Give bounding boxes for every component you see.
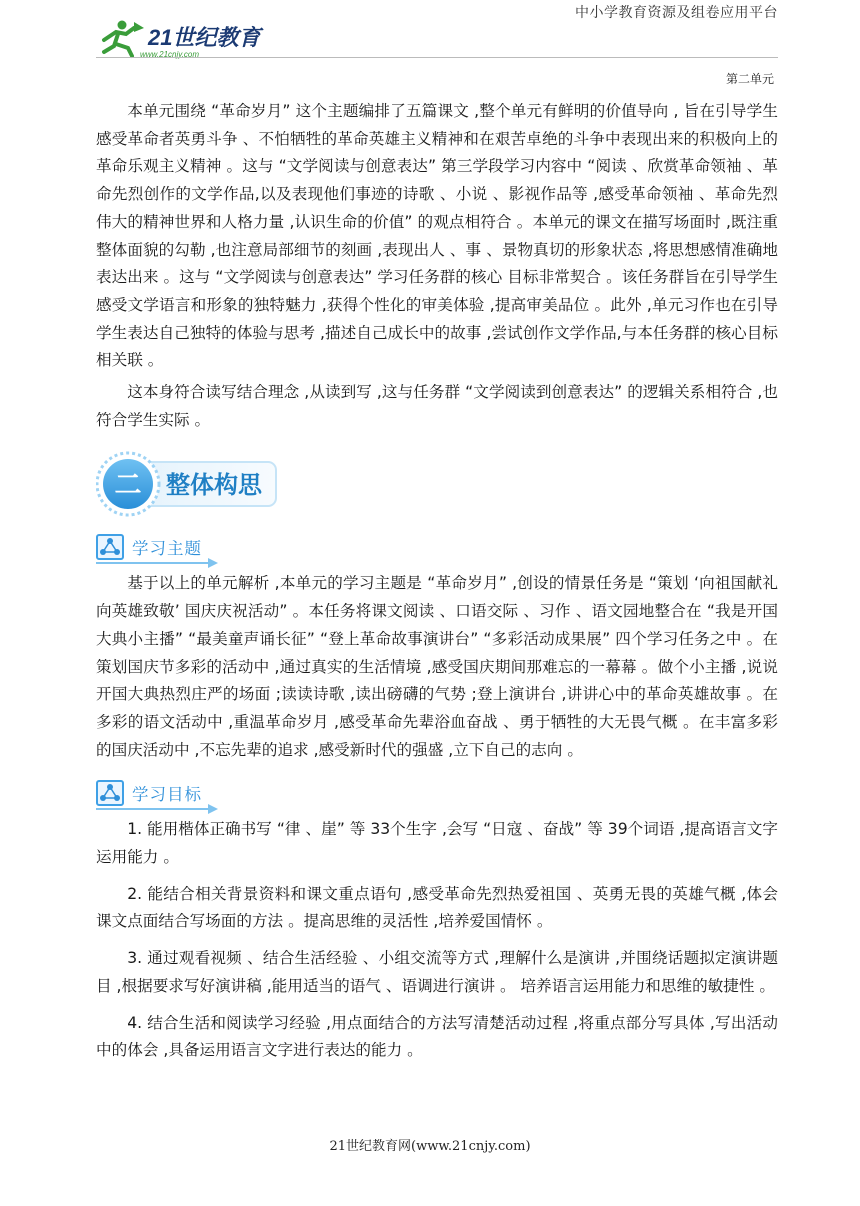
theme-paragraph: 基于以上的单元解析 ,本单元的学习主题是 “革命岁月” ,创设的情景任务是 “策划 ‘向祖国献礼 向英雄致敬’ 国庆庆祝活动” 。本任务将课文阅读 、口语交际 、习作 、语文园地整合在 “我是开国大典小主播” “最美童声诵长征” “登上革命故事演讲台” “多彩活动成果展” 四个学习任务之中 。在策划国庆节多彩的活动中 ,通过真实的生活情境 ,感受国庆期间那难忘的一幕幕 。做个小主播 ,说说开国大典热烈庄严的场面 ;读读诗歌 ,读出磅礴的气势 ;登上演讲台 ,讲讲心中的革命英雄故事 。在多彩的语文活动中 ,重温革命岁月 ,感受革命先辈浴血奋战 、勇于牺牲的大无畏气概 。在丰富多彩的国庆活动中 ,不忘先辈的追求 ,感受新时代的强盛 ,立下自己的志向 。 [96,574,794,759]
arrow-right-icon [208,558,218,568]
theme-heading: 学习主题 [132,539,202,559]
site-logo[interactable] [96,18,266,60]
section-title: 整体构思 [166,471,262,500]
goals-heading: 学习目标 [132,785,202,805]
network-icon [96,534,124,560]
section-banner [96,450,778,518]
document-body [96,98,794,1074]
arrow-right-icon [208,804,218,814]
logo-text: 21世纪教育 [148,25,261,50]
intro-paragraph-2: 这本身符合读写结合理念 ,从读到写 ,这与任务群 “文学阅读到创意表达” 的逻辑关系相符合 ,也符合学生实际 。 [96,383,778,429]
platform-title: 中小学教育资源及组卷应用平台 [575,5,778,21]
goal-item-3: 3. 通过观看视频 、结合生活经验 、小组交流等方式 ,理解什么是演讲 ,并围绕话题拟定演讲题目 ,根据要求写好演讲稿 ,能用适当的语气 、语调进行演讲 。 培养语言运用能力和思维的敏捷性 。 [96,949,778,995]
network-icon [96,780,124,806]
section-number: 二 [114,470,142,502]
goals-heading-block [96,778,778,810]
footer-site: 21世纪教育网(www.21cnjy.com) [329,1139,531,1154]
goal-item-1: 1. 能用楷体正确书写 “律 、崖” 等 33个生字 ,会写 “日寇 、奋战” 等 39个词语 ,提高语言文字运用能力 。 [96,820,778,867]
heading-underline [96,562,216,564]
unit-label: 第二单元 [725,72,774,86]
header-divider [96,57,778,58]
heading-underline [96,808,216,810]
logo-url: www.21cnjy.com [140,50,199,59]
section-banner-graphic [96,450,280,518]
runner-icon [104,21,144,57]
theme-heading-block [96,532,778,564]
intro-paragraph-1: 本单元围绕 “革命岁月” 这个主题编排了五篇课文 ,整个单元有鲜明的价值导向 , 旨在引导学生感受革命者英勇斗争 、不怕牺牲的革命英雄主义精神和在艰苦卓绝的斗争中表现出来的积极向上的革命乐观主义精神 。这与 “文学阅读与创意表达” 第三学段学习内容中 “阅读 、欣赏革命领袖 、革命先烈创作的文学作品,以及表现他们事迹的诗歌 、小说 、影视作品等 ,感受革命领袖 、革命先烈伟大的精神世界和人格力量 ,认识生命的价值” 的观点相符合 。本单元的课文在描写场面时 ,既注重整体面貌的勾勒 ,也注意局部细节的刻画 ,表现出人 、事 、景物真切的形象状态 ,将思想感情准确地表达出来 。这与 “文学阅读与创意表达” 学习任务群的核心 目标非常契合 。该任务群旨在引导学生感受文学语言和形象的独特魅力 ,获得个性化的审美体验 ,提高审美品位 。此外 ,单元习作也在引导学生表达自己独特的体验与思考 ,描述自己成长中的故事 ,尝试创作文学作品,与本任务群的核心目标相关联 。 [96,102,778,370]
goal-item-4: 4. 结合生活和阅读学习经验 ,用点面结合的方法写清楚活动过程 ,将重点部分写具体 ,写出活动中的体会 ,具备运用语言文字进行表达的能力 。 [96,1013,778,1060]
goal-item-2: 2. 能结合相关背景资料和课文重点语句 ,感受革命先烈热爱祖国 、英勇无畏的英雄气概 ,体会课文点面结合写场面的方法 。提高思维的灵活性 ,培养爱国情怀 。 [96,884,778,931]
